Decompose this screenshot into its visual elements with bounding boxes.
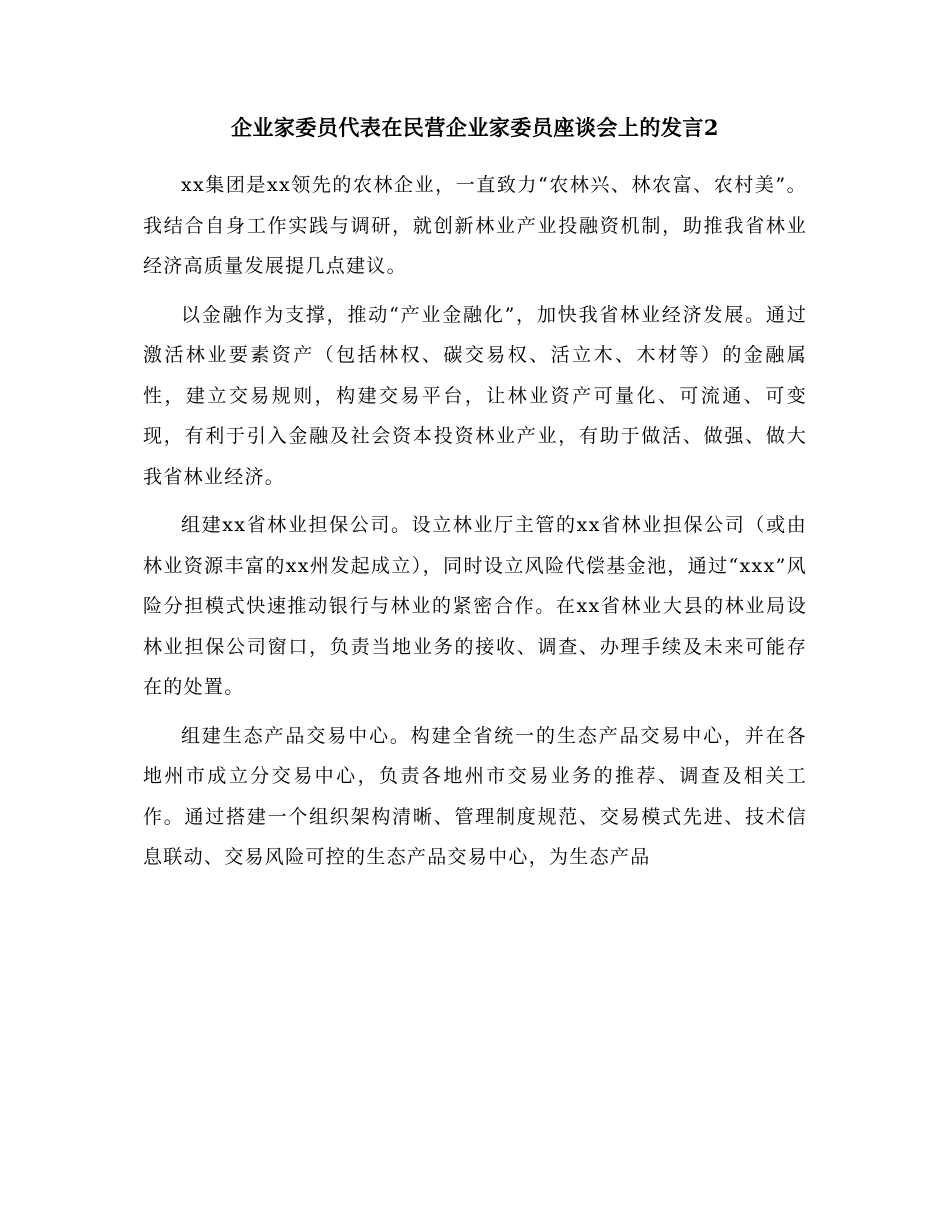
- document-title: 企业家委员代表在民营企业家委员座谈会上的发言2: [230, 115, 720, 140]
- document-body: [143, 165, 807, 886]
- paragraph-guarantee-company: 组建xx省林业担保公司。设立林业厅主管的xx省林业担保公司（或由林业资源丰富的xx州发起成立），同时设立风险代偿基金池，通过“xxx”风险分担模式快速推动银行与林业的紧密合作。在xx省林业大县的林业局设林业担保公司窗口，负责当地业务的接收、调查、办理手续及未来可能存在的处置。: [143, 514, 807, 698]
- paragraph-eco-trading-center: 组建生态产品交易中心。构建全省统一的生态产品交易中心，并在各地州市成立分交易中心，负责各地州市交易业务的推荐、调查及相关工作。通过搭建一个组织架构清晰、管理制度规范、交易模式先进、技术信息联动、交易风险可控的生态产品交易中心，为生态产品: [143, 724, 807, 868]
- paragraph-intro: xx集团是xx领先的农林企业，一直致力“农林兴、林农富、农村美”。我结合自身工作实践与调研，就创新林业产业投融资机制，助推我省林业经济高质量发展提几点建议。: [143, 174, 807, 277]
- paragraph-industry-finance: 以金融作为支撑，推动“产业金融化”，加快我省林业经济发展。通过激活林业要素资产（包括林权、碳交易权、活立木、木材等）的金融属性，建立交易规则，构建交易平台，让林业资产可量化、可流通、可变现，有利于引入金融及社会资本投资林业产业，有助于做活、做强、做大我省林业经济。: [143, 303, 807, 488]
